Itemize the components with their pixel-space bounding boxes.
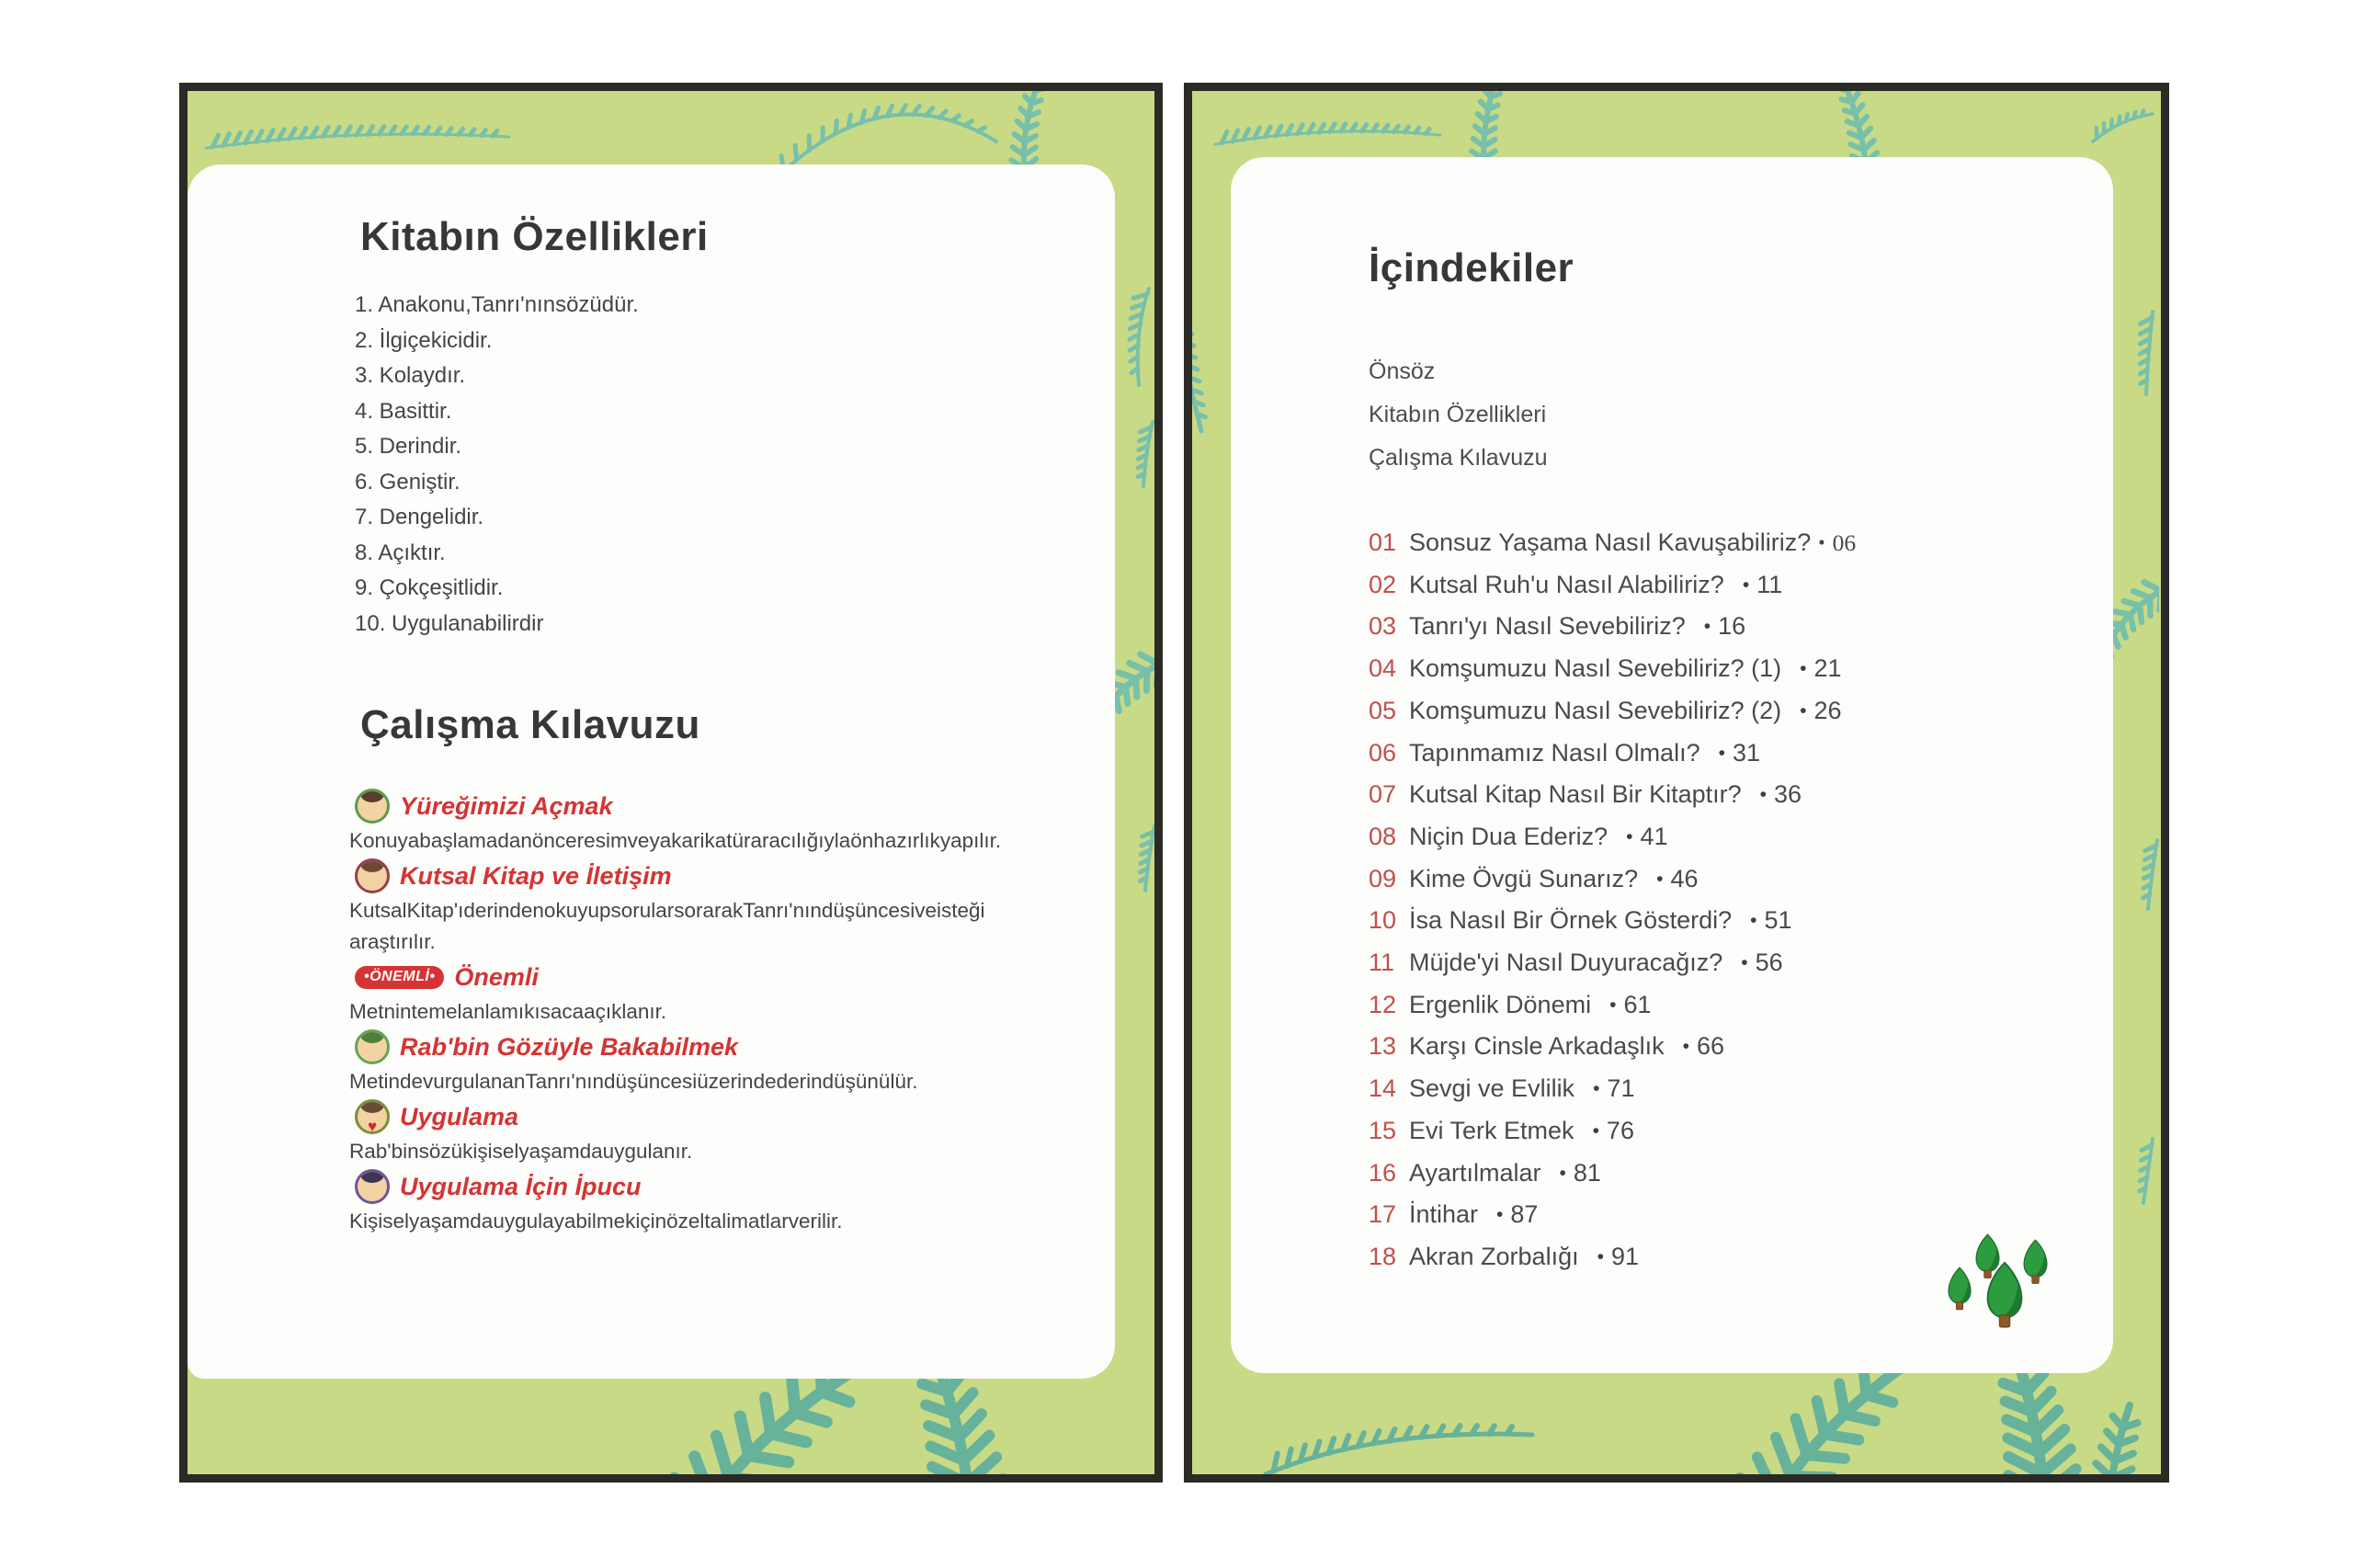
guide-title: Uygulama İçin İpucu [400, 1172, 642, 1200]
chapter-page: • 46 [1656, 864, 1699, 892]
chapter-page: • 87 [1496, 1200, 1539, 1229]
guide-description: KutsalKitap'ıderindenokuyupsorularsorarakTanrı'nındüşüncesiveisteği araştırılır. [349, 899, 985, 953]
chapter-number: 08 [1369, 822, 1397, 850]
bullet-icon: • [1818, 531, 1825, 553]
toc-front-list [1369, 350, 2076, 480]
toc-chapter-row [1369, 816, 2076, 858]
tree-icon [1976, 1234, 1999, 1278]
important-badge: •ÖNEMLİ• [355, 966, 444, 989]
guide-title-row [355, 1028, 1062, 1066]
open-heart-avatar-icon [355, 789, 390, 824]
feature-item: 1. Anakonu,Tanrı'nınsözüdür. [355, 292, 639, 317]
toc-chapter-row [1369, 774, 2076, 816]
chapter-title: Kime Övgü Sunarız? [1409, 864, 1639, 892]
guide-title-row [355, 958, 1062, 996]
tree-icon [2024, 1240, 2047, 1283]
guide-title: Rab'bin Gözüyle Bakabilmek [400, 1032, 739, 1061]
chapter-title: İntihar [1409, 1200, 1479, 1229]
guide-title: Uygulama [400, 1102, 519, 1131]
feature-item: 5. Derindir. [355, 434, 462, 459]
chapter-title: Sevgi ve Evlilik [1409, 1074, 1575, 1103]
chapter-number: 06 [1369, 738, 1397, 767]
features-heading: Kitabın Özellikleri [360, 214, 709, 259]
chapter-page: • 76 [1592, 1116, 1634, 1144]
chapter-title: Kutsal Kitap Nasıl Bir Kitaptır? [1409, 780, 1742, 809]
chapter-number: 16 [1369, 1158, 1397, 1187]
toc-chapter-row [1369, 984, 2076, 1027]
guide-section [349, 787, 1062, 857]
chapter-number: 02 [1369, 570, 1397, 598]
bullet-icon: • [1800, 658, 1807, 680]
chapter-title: İsa Nasıl Bir Örnek Gösterdi? [1409, 906, 1733, 935]
chapter-title: Evi Terk Etmek [1409, 1116, 1574, 1144]
chapter-page: • 41 [1626, 822, 1668, 850]
guide-sections [349, 787, 1062, 1237]
guide-title-row [355, 787, 1062, 825]
toc-chapter-row [1369, 606, 2076, 648]
toc-chapter-row [1369, 858, 2076, 901]
bullet-icon: • [1703, 616, 1711, 638]
chapter-title: Kutsal Ruh'u Nasıl Alabiliriz? [1409, 570, 1724, 598]
guide-title-row [355, 1097, 1062, 1136]
bullet-icon: • [1597, 1245, 1604, 1267]
chapter-page: • 06 [1818, 529, 1857, 556]
toc-chapter-row [1369, 564, 2076, 607]
toc-chapter-row [1369, 1194, 2076, 1236]
chapter-page: • 66 [1682, 1032, 1725, 1061]
bible-communication-avatar-icon [355, 858, 390, 893]
content-panel-left [188, 165, 1115, 1379]
toc-front-item: Önsöz [1369, 358, 1436, 384]
guide-section [349, 1028, 1062, 1097]
toc-heading: İçindekiler [1369, 245, 1574, 290]
toc-chapter-row [1369, 522, 2076, 564]
gods-eye-avatar-icon [355, 1029, 390, 1064]
chapter-title: Müjde'yi Nasıl Duyuracağız? [1409, 949, 1723, 977]
bullet-icon: • [1750, 910, 1757, 932]
toc-chapter-row [1369, 733, 2076, 775]
content-panel-right [1231, 157, 2113, 1373]
chapter-page: • 26 [1800, 696, 1842, 724]
chapter-title: Akran Zorbalığı [1409, 1242, 1579, 1270]
bullet-icon: • [1592, 1119, 1599, 1142]
bullet-icon: • [1682, 1036, 1689, 1058]
toc-front-item: Kitabın Özellikleri [1369, 402, 1547, 427]
chapter-number: 10 [1369, 906, 1397, 935]
chapter-page: • 21 [1800, 654, 1842, 683]
bullet-icon: • [1742, 574, 1750, 596]
guide-title: Önemli [454, 962, 539, 991]
bullet-icon: • [1718, 742, 1725, 764]
chapter-page: • 91 [1597, 1242, 1639, 1270]
tree-icon [1949, 1267, 1971, 1310]
bullet-icon: • [1593, 1078, 1600, 1100]
guide-section [349, 958, 1062, 1028]
toc-chapter-row [1369, 900, 2076, 942]
guide-description: Metnintemelanlamıkısacaaçıklanır. [349, 1000, 667, 1023]
feature-item: 10. Uygulanabilirdir [355, 610, 544, 636]
chapter-number: 03 [1369, 612, 1397, 641]
bullet-icon: • [1800, 699, 1807, 722]
guide-title: Kutsal Kitap ve İletişim [400, 861, 672, 890]
chapter-page: • 71 [1593, 1074, 1635, 1103]
chapter-number: 15 [1369, 1116, 1397, 1144]
toc-chapter-list [1369, 522, 2076, 1278]
practice-avatar-icon [355, 1099, 390, 1134]
toc-chapter-row [1369, 648, 2076, 690]
bullet-icon: • [1496, 1204, 1504, 1226]
trees-icon [1946, 1233, 2065, 1335]
chapter-number: 11 [1369, 949, 1395, 977]
feature-item: 2. İlgiçekicidir. [355, 327, 493, 353]
bullet-icon: • [1559, 1162, 1566, 1184]
guide-heading: Çalışma Kılavuzu [360, 702, 700, 747]
toc-chapter-row [1369, 690, 2076, 733]
tree-icon [1988, 1263, 2022, 1327]
toc-chapter-row [1369, 942, 2076, 984]
chapter-number: 13 [1369, 1032, 1397, 1061]
bullet-icon: • [1741, 952, 1748, 974]
chapter-title: Ergenlik Dönemi [1409, 990, 1592, 1018]
guide-section [349, 1167, 1062, 1237]
feature-item: 9. Çokçeşitlidir. [355, 575, 504, 600]
chapter-title: Komşumuzu Nasıl Sevebiliriz? (1) [1409, 654, 1782, 683]
chapter-title: Karşı Cinsle Arkadaşlık [1409, 1032, 1665, 1061]
bullet-icon: • [1759, 784, 1768, 806]
feature-item: 3. Kolaydır. [355, 363, 466, 388]
chapter-title: Ayartılmalar [1409, 1158, 1541, 1187]
feature-item: 8. Açıktır. [355, 540, 446, 565]
chapter-page: • 16 [1703, 612, 1746, 641]
page-right [1184, 83, 2169, 1483]
feature-item: 7. Dengelidir. [355, 505, 484, 529]
chapter-page: • 56 [1741, 949, 1783, 977]
chapter-title: Komşumuzu Nasıl Sevebiliriz? (2) [1409, 696, 1782, 724]
chapter-number: 01 [1369, 528, 1397, 556]
chapter-title: Tapınmamız Nasıl Olmalı? [1409, 738, 1700, 767]
chapter-page: • 61 [1609, 990, 1652, 1018]
bullet-icon: • [1626, 825, 1633, 847]
bullet-icon: • [1656, 868, 1664, 890]
toc-chapter-row [1369, 1110, 2076, 1153]
chapter-number: 18 [1369, 1242, 1397, 1270]
features-list [355, 288, 1062, 642]
feature-item: 4. Basittir. [355, 398, 452, 424]
chapter-title: Sonsuz Yaşama Nasıl Kavuşabiliriz? [1409, 528, 1812, 556]
chapter-number: 09 [1369, 864, 1397, 892]
chapter-page: • 51 [1750, 906, 1792, 935]
guide-title: Yüreğimizi Açmak [400, 791, 613, 820]
toc-chapter-row [1369, 1153, 2076, 1195]
chapter-page: • 81 [1559, 1158, 1601, 1187]
chapter-title: Tanrı'yı Nasıl Sevebiliriz? [1409, 612, 1686, 641]
practice-tip-avatar-icon [355, 1169, 390, 1204]
toc-front-item: Çalışma Kılavuzu [1369, 445, 1548, 471]
guide-section [349, 857, 1062, 958]
guide-title-row [355, 1167, 1062, 1206]
chapter-number: 12 [1369, 990, 1397, 1018]
bullet-icon: • [1609, 994, 1617, 1016]
chapter-page: • 31 [1718, 738, 1760, 767]
chapter-page: • 36 [1759, 780, 1802, 809]
guide-description: Kişiselyaşamdauygulayabilmekiçinözeltalimatlarverilir. [349, 1210, 843, 1233]
chapter-number: 07 [1369, 780, 1397, 809]
chapter-page: • 11 [1742, 570, 1783, 598]
toc-chapter-row [1369, 1026, 2076, 1068]
guide-title-row [355, 857, 1062, 895]
guide-description: Rab'binsözükişiselyaşamdauygulanır. [349, 1140, 693, 1163]
chapter-number: 14 [1369, 1074, 1397, 1103]
page-left [179, 83, 1163, 1483]
toc-chapter-row [1369, 1068, 2076, 1110]
chapter-title: Niçin Dua Ederiz? [1409, 822, 1608, 850]
guide-description: Konuyabaşlamadanönceresimveyakarikatüraracılığıylaönhazırlıkyapılır. [349, 829, 1002, 852]
feature-item: 6. Geniştir. [355, 469, 460, 494]
chapter-number: 04 [1369, 654, 1397, 683]
guide-section [349, 1097, 1062, 1167]
chapter-number: 17 [1369, 1200, 1397, 1229]
guide-description: MetindevurgulananTanrı'nındüşüncesiüzerindederindüşünülür. [349, 1070, 918, 1093]
chapter-number: 05 [1369, 696, 1397, 724]
